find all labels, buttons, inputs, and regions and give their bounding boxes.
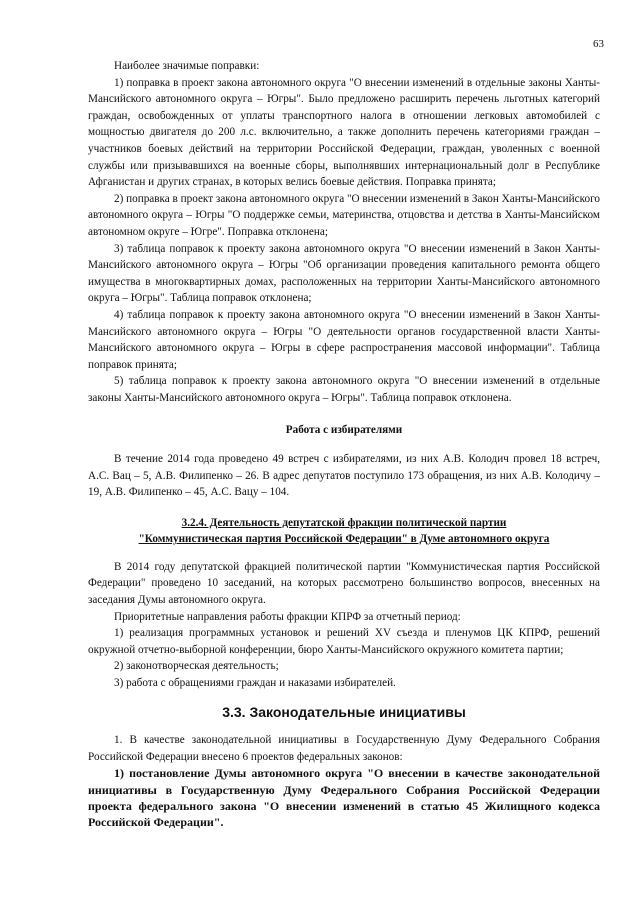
faction-heading-line-1: 3.2.4. Деятельность депутатской фракции политической партии — [181, 516, 507, 529]
amendment-item-3: 3) таблица поправок к проекту закона автономного округа "О внесении изменений в Закон Ханты-Мансийского автономного округа – Югры "Об организации проведения капитального ремонта общего имущества в многоквартирных домах, расположенных на территории Ханты-Мансийского автономного округа – Югры". Таблица поправок отклонена; — [88, 242, 600, 305]
amendment-item-1: 1) поправка в проект закона автономного округа "О внесении изменений в отдельные законы Ханты-Мансийского автономного округа – Югры". Было предложено расширить перечень льготных категорий граждан, освобожденных от уплаты транспортного налога в отношении легковых автомобилей с мощностью двигателя до 200 л.с. включительно, а также дополнить перечень категориями граждан – участников боевых действий на территории Российской Федерации, граждан, уволенных с военной службы или призывавшихся на военные сборы, выполнявших интернациональный долг в Республике Афганистан и других странах, в которых велись боевые действия. Поправка принята; — [88, 76, 600, 189]
document-page — [88, 38, 600, 830]
voters-section-text: В течение 2014 года проведено 49 встреч с избирателями, из них А.В. Колодич провел 18 встреч, А.С. Вац – 5, А.В. Филипенко – 26. В адрес депутатов поступило 173 обращения, из них А.В. Колодичу – 19, А.В. Филипенко – 45, А.С. Вацу – 104. — [88, 453, 600, 499]
faction-section-text: В 2014 году депутатской фракцией политической партии "Коммунистическая партия Российской Федерации" проведено 10 заседаний, на которых рассмотрено большинство вопросов, внесенных на заседания Думы автономного округа. — [88, 560, 600, 607]
amendment-item-5: 5) таблица поправок к проекту закона автономного округа "О внесении изменений в отдельные законы Ханты-Мансийского автономного округа – Югры". Таблица поправок отклонена. — [88, 375, 600, 404]
faction-heading-line-2: "Коммунистическая партия Российской Федерации" в Думе автономного округа — [138, 532, 550, 545]
initiative-item-1: 1) постановление Думы автономного округа "О внесении в качестве законодательной инициативы в Государственную Думу Федерального Собрания Российской Федерации проекта федерального закона "О внесении изменений в статью 45 Жилищного кодекса Российской Федерации". — [88, 766, 600, 829]
faction-priority-1: 1) реализация программных установок и решений XV съезда и пленумов ЦК КПРФ, решений окружной отчетно-выборной конференции, бюро Ханты-Мансийского окружного комитета партии; — [88, 627, 600, 656]
initiatives-section-heading: 3.3. Законодательные инициативы — [222, 703, 466, 720]
faction-priority-3: 3) работа с обращениями граждан и наказами избирателей. — [114, 677, 396, 689]
initiatives-section-text: 1. В качестве законодательной инициативы в Государственную Думу Федерального Собрания Российской Федерации внесено 6 проектов федеральных законов: — [88, 734, 600, 763]
amendment-item-2: 2) поправка в проект закона автономного округа "О внесении изменений в Закон Ханты-Мансийского автономного округа – Югры "О поддержке семьи, материнства, отцовства и детства в Ханты-Мансийском автономном округе – Югре". Поправка отклонена; — [88, 192, 600, 238]
faction-priorities-intro: Приоритетные направления работы фракции КПРФ за отчетный период: — [114, 610, 461, 623]
amendments-intro: Наиболее значимые поправки: — [114, 60, 260, 72]
amendment-item-4: 4) таблица поправок к проекту закона автономного округа "О внесении изменений в Закон Ханты-Мансийского автономного округа – Югры "О деятельности органов государственной власти Ханты-Мансийского автономного округа – Югры в сфере распространения массовой информации". Таблица поправок принята; — [88, 308, 600, 371]
faction-priority-2: 2) законотворческая деятельность; — [114, 660, 279, 673]
voters-section-heading: Работа с избирателями — [285, 424, 403, 437]
page-number: 63 — [593, 38, 604, 50]
faction-section-heading — [88, 515, 600, 547]
